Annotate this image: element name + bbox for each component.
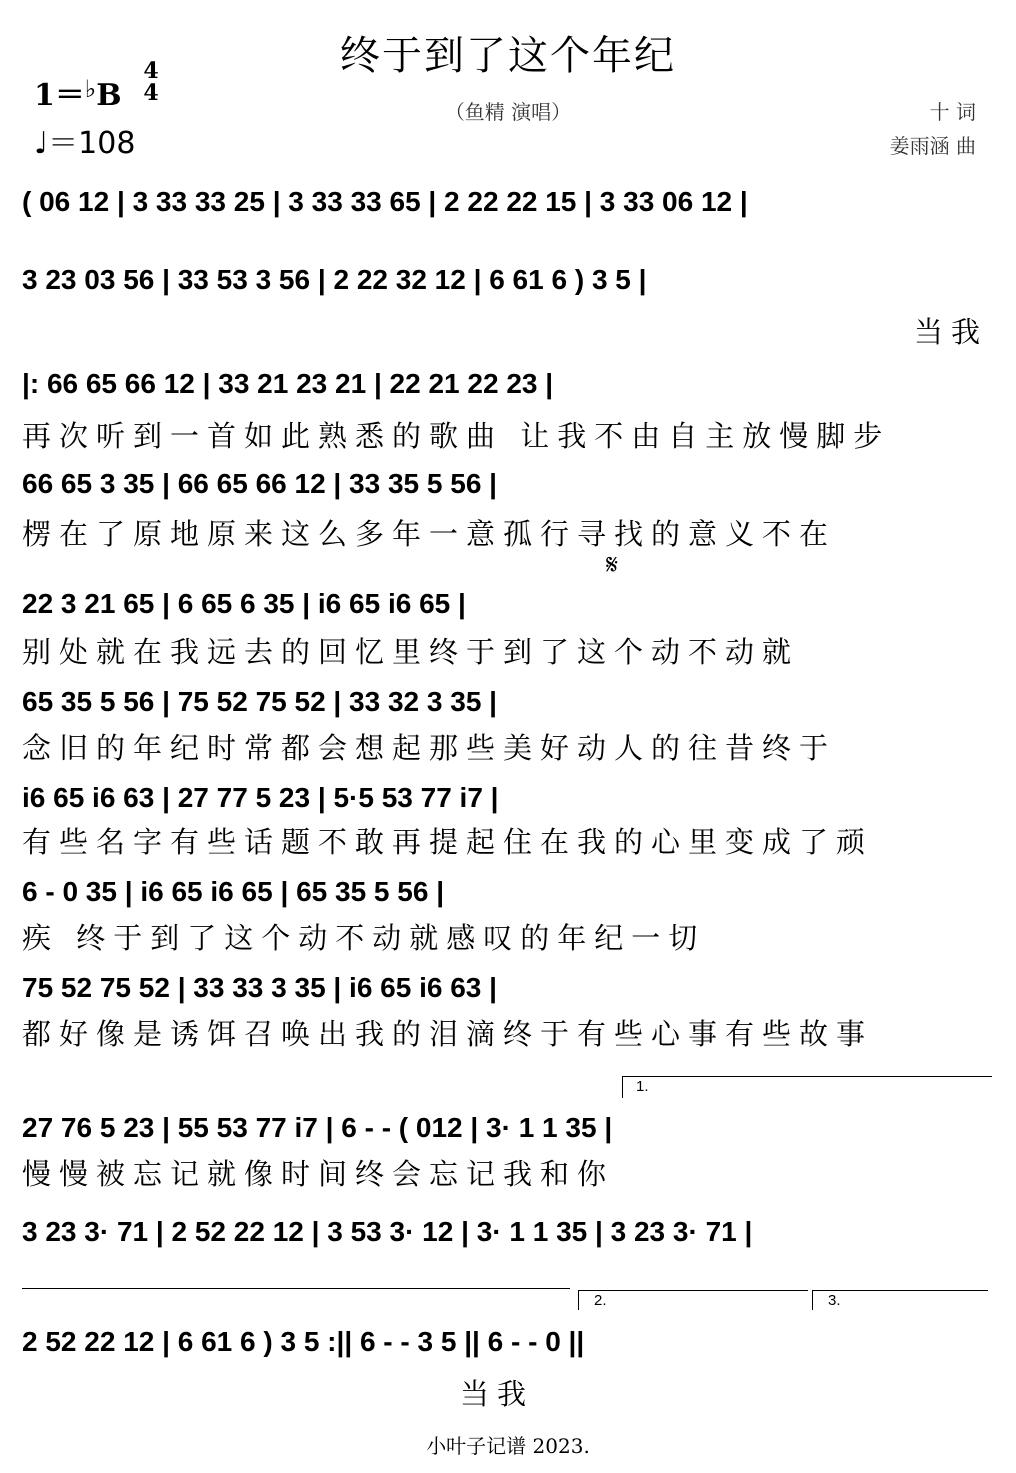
staff-line-11: 3 23 3· 71 | 2 52 22 12 | 3 53 3· 12 | 3· 1 1 35 | 3 23 3· 71 | (22, 1216, 753, 1247)
staff-line-7: i6 65 i6 63 | 27 77 5 23 | 5·5 53 77 i7 | (22, 782, 499, 813)
singer-credit: （鱼精 演唱） (444, 100, 572, 124)
lyric-line-6: 疾 终于到了这个动不动就感叹的年纪一切 (22, 921, 706, 955)
time-signature-bottom: 4 (143, 80, 159, 106)
staff-line-2: 3 23 03 56 | 33 53 3 56 | 2 22 32 12 | 6 61 6 ) 3 5 | (22, 264, 647, 295)
lyric-line-8: 慢慢被忘记就像时间终会忘记我和你 (22, 1157, 615, 1191)
volta-1-label: 1. (636, 1078, 649, 1095)
staff-line-1: ( 06 12 | 3 33 33 25 | 3 33 33 65 | 2 22 22 15 | 3 33 06 12 | (22, 186, 748, 217)
lyric-line-7: 都好像是诱饵召唤出我的泪滴终于有些心事有些故事 (22, 1017, 874, 1051)
segno-icon: 𝄋 (606, 548, 619, 581)
composer-credit: 姜雨涵 曲 (889, 134, 976, 158)
key-prefix: 1＝ (34, 78, 85, 113)
lyric-line-final-pickup: 当我 (460, 1377, 535, 1411)
tempo-marking: ♩＝108 (34, 126, 136, 161)
lyric-line-1: 再次听到一首如此熟悉的歌曲 让我不由自主放慢脚步 (22, 419, 891, 453)
flat-icon: ♭ (84, 74, 97, 103)
staff-line-8: 6 - 0 35 | i6 65 i6 65 | 65 35 5 56 | (22, 876, 445, 907)
volta-3-hook (812, 1290, 813, 1310)
repeat-span-line (22, 1288, 570, 1289)
lyric-line-3: 别处就在我远去的回忆里终于到了这个动不动就 (22, 635, 800, 669)
lyric-line-4: 念旧的年纪时常都会想起那些美好动人的往昔终于 (22, 731, 837, 765)
volta-2-hook (578, 1290, 579, 1310)
transcriber-footer: 小叶子记谱 2023. (426, 1434, 590, 1458)
time-signature-top: 4 (143, 58, 159, 84)
volta-2-label: 2. (594, 1292, 607, 1309)
volta-1-line (622, 1076, 992, 1077)
song-title: 终于到了这个年纪 (340, 33, 676, 79)
volta-3-line (812, 1290, 988, 1291)
volta-3-label: 3. (828, 1292, 841, 1309)
lyric-line-pickup: 当我 (913, 315, 988, 349)
staff-line-5: 22 3 21 65 | 6 65 6 35 | i6 65 i6 65 | (22, 588, 466, 619)
lyricist-credit: 十 词 (929, 100, 976, 124)
staff-line-3: |: 66 65 66 12 | 33 21 23 21 | 22 21 22 23 | (22, 368, 554, 399)
staff-line-4: 66 65 3 35 | 66 65 66 12 | 33 35 5 56 | (22, 468, 498, 499)
staff-line-6: 65 35 5 56 | 75 52 75 52 | 33 32 3 35 | (22, 686, 498, 717)
volta-1-hook (622, 1076, 623, 1098)
staff-line-9: 75 52 75 52 | 33 33 3 35 | i6 65 i6 63 | (22, 972, 497, 1003)
staff-line-10: 27 76 5 23 | 55 53 77 i7 | 6 - - ( 012 | 3· 1 1 35 | (22, 1112, 613, 1143)
volta-2-line (578, 1290, 808, 1291)
staff-line-12: 2 52 22 12 | 6 61 6 ) 3 5 :|| 6 - - 3 5 || 6 - - 0 || (22, 1326, 585, 1357)
key-note: B (96, 78, 122, 113)
lyric-line-5: 有些名字有些话题不敢再提起住在我的心里变成了顽 (22, 825, 874, 859)
lyric-line-2: 楞在了原地原来这么多年一意孤行寻找的意义不在 (22, 517, 837, 551)
